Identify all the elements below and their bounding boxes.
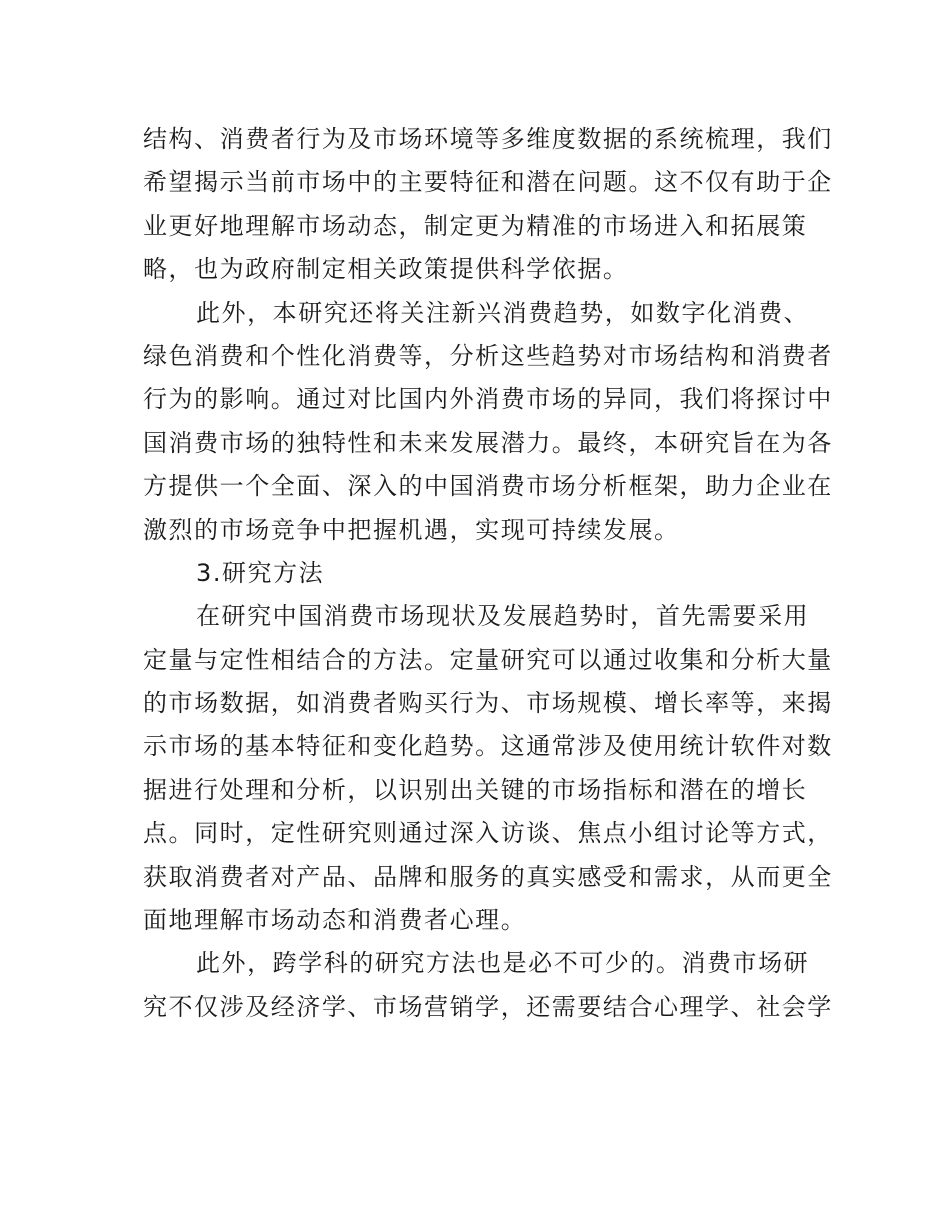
text-line: 国消费市场的独特性和未来发展潜力。最终，本研究旨在为各: [143, 428, 833, 457]
text-line: 据进行处理和分析，以识别出关键的市场指标和潜在的增长: [143, 775, 808, 804]
paragraph: [143, 595, 833, 942]
text-line: 结构、消费者行为及市场环境等多维度数据的系统梳理，我们: [143, 125, 833, 153]
paragraph: [143, 942, 833, 1029]
text-line: 点。同时，定性研究则通过深入访谈、焦点小组讨论等方式，: [143, 819, 833, 848]
text-line: 定量与定性相结合的方法。定量研究可以通过收集和分析大量: [143, 645, 833, 674]
text-line: 绿色消费和个性化消费等，分析这些趋势对市场结构和消费者: [143, 341, 833, 370]
text-line: 获取消费者对产品、品牌和服务的真实感受和需求，从而更全: [143, 862, 833, 891]
text-line: 在研究中国消费市场现状及发展趋势时，首先需要采用: [196, 602, 810, 631]
text-line: 业更好地理解市场动态，制定更为精准的市场进入和拓展策: [143, 211, 808, 240]
text-line: 行为的影响。通过对比国内外消费市场的异同，我们将探讨中: [143, 385, 833, 414]
section-heading-text: 3.研究方法: [196, 558, 325, 587]
text-line: 激烈的市场竞争中把握机遇，实现可持续发展。: [143, 515, 680, 544]
section-heading: [143, 552, 813, 595]
text-line: 此外，跨学科的研究方法也是必不可少的。消费市场研: [196, 949, 810, 978]
text-line: 的市场数据，如消费者购买行为、市场规模、增长率等，来揭: [143, 689, 833, 718]
paragraph: [143, 118, 833, 292]
document-body: [143, 118, 833, 1029]
text-line: 方提供一个全面、深入的中国消费市场分析框架，助力企业在: [143, 472, 833, 501]
text-line: 希望揭示当前市场中的主要特征和潜在问题。这不仅有助于企: [143, 168, 833, 197]
text-line: 究不仅涉及经济学、市场营销学，还需要结合心理学、社会学: [143, 992, 833, 1021]
text-line: 示市场的基本特征和变化趋势。这通常涉及使用统计软件对数: [143, 732, 833, 761]
text-line: 略，也为政府制定相关政策提供科学依据。: [143, 255, 629, 284]
text-line: 此外，本研究还将关注新兴消费趋势，如数字化消费、: [196, 298, 810, 327]
paragraph: [143, 292, 833, 552]
text-line: 面地理解市场动态和消费者心理。: [143, 906, 527, 935]
